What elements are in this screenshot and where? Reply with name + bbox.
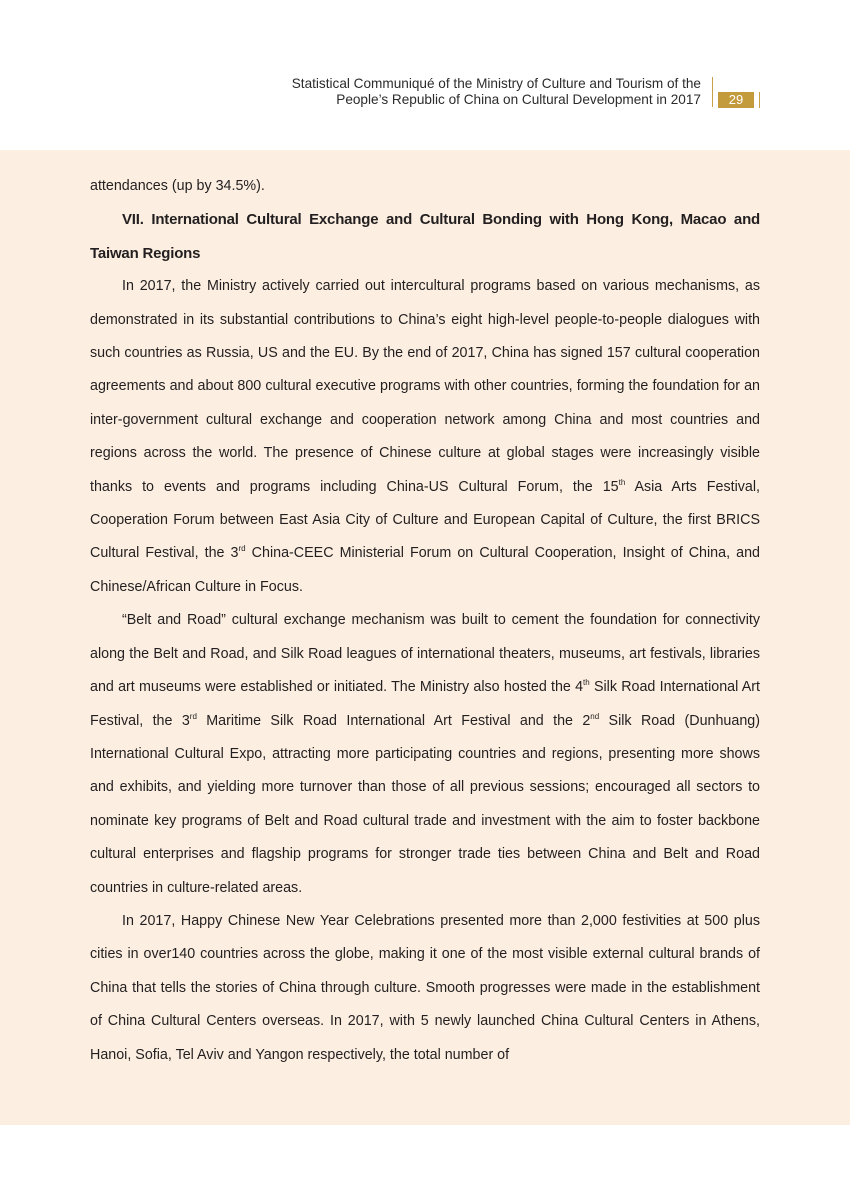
ordinal-suffix: nd (590, 711, 600, 721)
page-header (0, 0, 850, 150)
document-title (292, 76, 701, 108)
text-run: Maritime Silk Road International Art Festival and the 2 (196, 712, 591, 729)
header-divider-right (759, 92, 760, 108)
page-number-badge: 29 (718, 92, 754, 108)
section-heading: VII. International Cultural Exchange and Cultural Bonding with Hong Kong, Macao and Taiwan Regions (90, 211, 760, 262)
paragraph-belt-and-road (90, 604, 760, 905)
ordinal-suffix: rd (189, 711, 197, 721)
text-run: Silk Road (Dunhuang) International Cultural Expo, attracting more participating countries and regions, presenting more shows and exhibits, and yielding more turnover than those of all previous sessions; encouraged all sectors to nominate key programs of Belt and Road cultural trade and investment with the aim to foster backbone cultural enterprises and flagship programs for stronger trade ties between China and Belt and Road countries in culture-related areas. (90, 712, 760, 896)
header-divider-left (712, 77, 713, 107)
ordinal-suffix: rd (238, 544, 246, 554)
text-run: Silk Road International Art Festival, the 3 (90, 679, 760, 729)
paragraph-intercultural-programs (90, 270, 760, 604)
text-run: In 2017, the Ministry actively carried out intercultural programs based on various mechanisms, as demonstrated in its substantial contributions to China’s eight high-level people-to-people dialogues with such countries as Russia, US and the EU. By the end of 2017, China has signed 157 cultural cooperation agreements and about 800 cultural executive programs with other countries, forming the foundation for an inter-government cultural exchange and cooperation network among China and most countries and regions across the world. The presence of Chinese culture at global stages were increasingly visible thanks to events and programs including China-US Cultural Forum, the 15 (90, 278, 760, 495)
ordinal-suffix: th (583, 678, 590, 688)
body-text (90, 170, 760, 1072)
text-run: Asia Arts Festival, Cooperation Forum between East Asia City of Culture and European Capital of Culture, the first BRICS Cultural Festival, the 3 (90, 478, 760, 562)
text-run: “Belt and Road” cultural exchange mechanism was built to cement the foundation for connectivity along the Belt and Road, and Silk Road leagues of international theaters, museums, art festivals, libraries and art museums were established or initiated. The Ministry also hosted the 4 (90, 612, 760, 696)
continuation-paragraph: attendances (up by 34.5%). (90, 178, 265, 194)
ordinal-suffix: th (618, 477, 626, 487)
document-title-line-2: People’s Republic of China on Cultural Development in 2017 (336, 92, 701, 107)
document-title-line-1: Statistical Communiqué of the Ministry of Culture and Tourism of the (291, 76, 701, 91)
paragraph-chinese-new-year: In 2017, Happy Chinese New Year Celebrations presented more than 2,000 festivities at 500 plus cities in over140 countries across the globe, making it one of the most visible external cultural brands of China that tells the stories of China through culture. Smooth progresses were made in the establishment of China Cultural Centers overseas. In 2017, with 5 newly launched China Cultural Centers in Athens, Hanoi, Sofia, Tel Aviv and Yangon respectively, the total number of (90, 912, 760, 1063)
text-run: China-CEEC Ministerial Forum on Cultural Cooperation, Insight of China, and Chinese/African Culture in Focus. (90, 545, 760, 595)
